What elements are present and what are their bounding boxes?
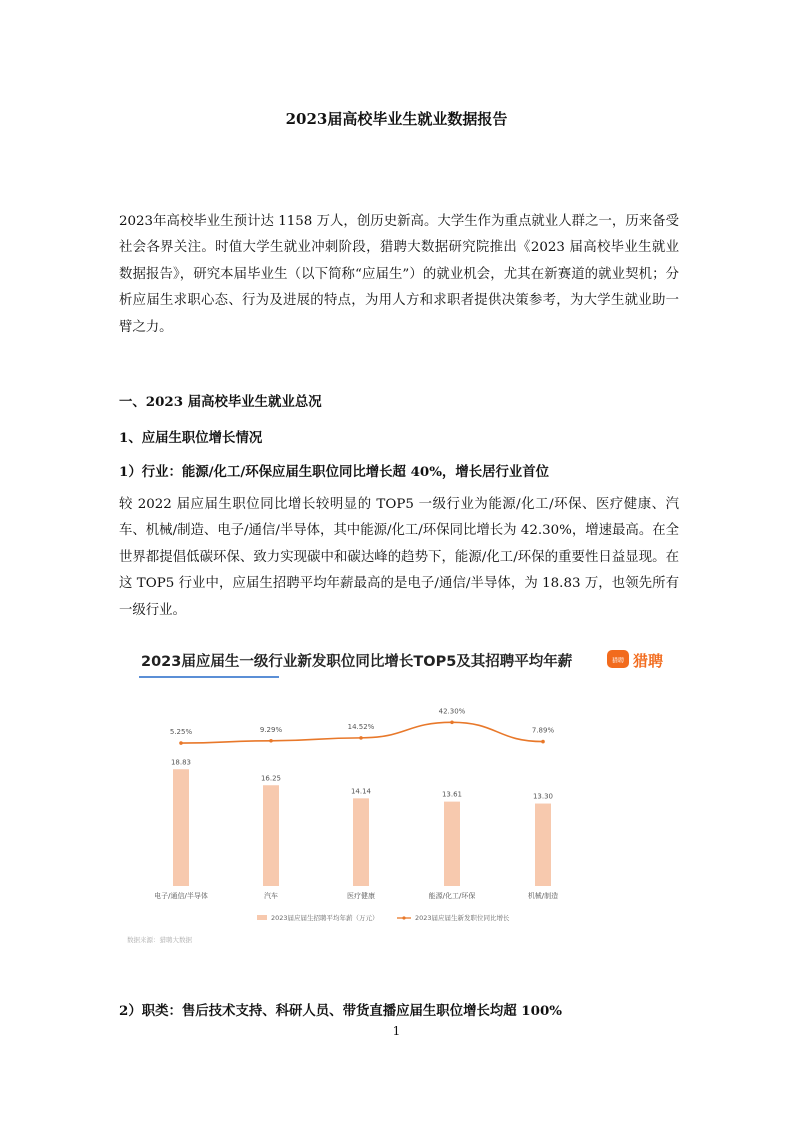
- bar-salary: [173, 769, 189, 886]
- x-tick-label: 医疗健康: [347, 892, 375, 900]
- x-tick-label: 能源/化工/环保: [428, 892, 476, 900]
- bar-salary: [444, 802, 460, 886]
- section-heading: 一、2023 届高校毕业生就业总况: [119, 394, 322, 410]
- growth-value-label: 7.89%: [531, 726, 555, 735]
- bar-value-label: 16.25: [260, 774, 282, 783]
- growth-value-label: 9.29%: [259, 725, 283, 734]
- bar-value-label: 13.30: [532, 792, 554, 801]
- legend-label-line: 2023届应届生新发职位同比增长: [415, 914, 510, 922]
- bar-value-label: 18.83: [170, 758, 192, 767]
- x-tick-label: 机械/制造: [527, 892, 559, 900]
- growth-point: [269, 739, 273, 743]
- chart-canvas: [119, 638, 679, 958]
- growth-point: [450, 721, 454, 725]
- growth-value-label: 14.52%: [347, 722, 375, 731]
- bar-value-label: 13.61: [441, 790, 463, 799]
- industry-chart: [119, 638, 679, 958]
- growth-value-label: 5.25%: [169, 728, 193, 737]
- chart-legend: [257, 913, 510, 922]
- growth-point: [359, 736, 363, 740]
- growth-value-label: 42.30%: [438, 707, 466, 716]
- growth-point: [179, 741, 183, 745]
- chart-title: 2023届应届生一级行业新发职位同比增长TOP5及其招聘平均年薪: [141, 654, 573, 670]
- intro-paragraph: 2023年高校毕业生预计达 1158 万人，创历史新高。大学生作为重点就业人群之一，历来备受社会各界关注。时值大学生就业冲刺阶段，猎聘大数据研究院推出《2023 届高校毕业生就业数据报告》，研究本届毕业生（以下简称“应届生”）的就业机会，尤其在新赛道的就业契机；分析应届生求职心态、行为及进展的特点，为用人方和求职者提供决策参考，为大学生就业助一臂之力。: [119, 214, 679, 335]
- plot-area: [154, 707, 558, 900]
- chart-title-underline: [139, 676, 279, 678]
- legend-label-bar: 2023届应届生招聘平均年薪（万元）: [271, 914, 379, 922]
- chart-source: 数据来源：猎聘大数据: [127, 936, 192, 944]
- brand-logo-text: 猎聘: [633, 652, 664, 670]
- industry-paragraph: 较 2022 届应届生职位同比增长较明显的 TOP5 一级行业为能源/化工/环保、医疗健康、汽车、机械/制造、电子/通信/半导体，其中能源/化工/环保同比增长为 42.30%，增速最高。在全世界都提倡低碳环保、致力实现碳中和碳达峰的趋势下，能源/化工/环保的重要性日益显现。在这 TOP5 行业中，应届生招聘平均年薪最高的是电子/通信/半导体，为 18.83 万，也领先所有一级行业。: [119, 497, 679, 618]
- brand-logo-icon-text: 猎聘: [611, 657, 625, 665]
- point-heading-occupation: 2）职类：售后技术支持、科研人员、带货直播应届生职位增长均超 100%: [119, 1003, 562, 1019]
- growth-point: [541, 740, 545, 744]
- subsection-heading: 1、应届生职位增长情况: [119, 430, 263, 446]
- x-tick-label: 电子/通信/半导体: [154, 892, 208, 900]
- x-tick-label: 汽车: [264, 892, 278, 900]
- page-title: 2023届高校毕业生就业数据报告: [285, 110, 508, 128]
- bar-salary: [535, 804, 551, 886]
- bar-salary: [263, 785, 279, 886]
- legend-swatch-marker: [402, 916, 405, 919]
- page-number: 1: [392, 1024, 401, 1038]
- legend-swatch-bar: [257, 915, 267, 920]
- bar-value-label: 14.14: [350, 787, 372, 796]
- bar-salary: [353, 798, 369, 886]
- brand-logo: [607, 650, 663, 670]
- point-heading-industry: 1）行业：能源/化工/环保应届生职位同比增长超 40%，增长居行业首位: [119, 464, 550, 480]
